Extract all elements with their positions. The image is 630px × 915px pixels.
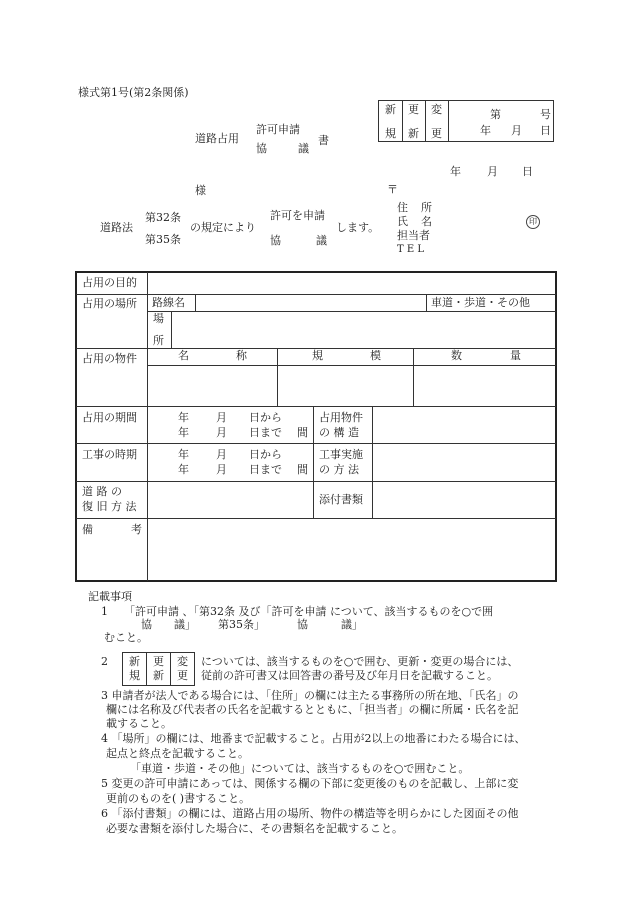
title-option-consult-1: 協 [256,142,267,155]
note-5-line-1: 5 変更の許可申請にあっては、関係する欄の下部に変更後のものを記載し、上部に変 [101,777,519,790]
title-option-consult-2: 議 [298,142,309,155]
label-restore-2: 復 旧 方 法 [82,500,137,513]
note-2-box-new-2: 規 [129,669,140,682]
applicant-name-1: 氏 [397,215,408,228]
work-to-day: 日まで [249,463,282,476]
note-1-line-3: むこと。 [104,631,148,644]
date-year: 年 [450,165,461,178]
work-from-day: 日から [249,448,282,461]
header-scale-2: 模 [370,349,381,362]
stamp-number-dai: 第 [490,108,501,121]
label-location: 占用の場所 [82,297,137,310]
period-kan: 間 [297,426,308,439]
label-remarks-2: 考 [131,523,142,536]
statement-option-consult-2: 議 [316,234,327,247]
work-to-year: 年 [178,463,189,476]
applicant-address-1: 住 [397,201,408,214]
label-restore-1: 道 路 の [82,485,122,498]
applicant-name-2: 名 [421,215,432,228]
statement-option-consult-1: 協 [270,234,281,247]
seal-icon: 印 [526,215,540,229]
period-from-month: 月 [216,411,227,424]
stamp-renew-1: 更 [408,103,419,116]
statement-end: します。 [336,221,380,234]
work-from-year: 年 [178,448,189,461]
applicant-person: 担当者 [397,229,430,242]
period-to-year: 年 [178,426,189,439]
road-type-options: 車道・歩道・その他 [431,296,530,309]
stamp-new-1: 新 [385,103,396,116]
statement-middle: の規定により [190,221,256,234]
label-method-1: 工事実施 [319,448,363,461]
header-qty-2: 量 [510,349,521,362]
label-structure-1: 占用物件 [319,411,363,424]
note-1-line-2a: 協 議」 [141,618,196,631]
stamp-year: 年 [480,124,491,137]
notes-heading: 記載事項 [88,590,132,603]
stamp-month: 月 [511,124,522,137]
note-2-line-1: については、該当するものを○で囲む、更新・変更の場合には、 [201,655,519,668]
title-option-permit: 許可申請 [256,123,300,136]
header-name-1: 名 [178,349,189,362]
note-2-box-renew-1: 更 [153,655,164,668]
applicant-address-2: 所 [421,201,432,214]
label-method-2: の 方 法 [319,463,359,476]
addressee-suffix: 様 [195,184,206,197]
note-2-box-new-1: 新 [129,655,140,668]
note-5-line-2: 更前のものを( )書すること。 [106,792,251,805]
note-1-line-2b: 第35条」 [218,618,265,631]
stamp-change-1: 変 [431,103,442,116]
note-3-line-2: 欄には名称及び代表者の氏名を記載するとともに、「担当者」の欄に所属・氏名を記 [106,703,519,716]
title-prefix: 道路占用 [195,132,239,145]
note-6-line-2: 必要な書類を添付した場合に、その書類名を記載すること。 [106,822,403,835]
period-from-year: 年 [178,411,189,424]
label-remarks-1: 備 [82,523,93,536]
header-qty-1: 数 [451,349,462,362]
note-2-number: 2 [101,655,108,668]
work-from-month: 月 [216,448,227,461]
note-3-line-3: 載すること。 [106,717,172,730]
stamp-new-2: 規 [385,127,396,140]
applicant-tel: T E L [397,244,424,255]
note-2-box-change-2: 更 [177,669,188,682]
label-place-2: 所 [153,334,164,347]
statement-article-35: 第35条 [145,233,181,246]
note-4-line-3: 「車道・歩道・その他」については、該当するものを○で囲むこと。 [130,762,470,775]
note-4-line-2: 起点と終点を記載すること。 [106,747,249,760]
header-scale-1: 規 [312,349,323,362]
note-1-line-1: 「許可申請 、「第32条 及び「許可を申請 について、該当するものを○で囲 [124,605,494,618]
label-route-name: 路線名 [152,296,185,309]
label-place-1: 場 [153,312,164,325]
period-to-month: 月 [216,426,227,439]
stamp-renew-2: 新 [408,127,419,140]
title-suffix: 書 [318,134,329,147]
note-1-number: 1 [101,605,108,618]
stamp-change-2: 更 [431,127,442,140]
period-from-day: 日から [249,411,282,424]
work-kan: 間 [297,463,308,476]
statement-article-32: 第32条 [145,211,181,224]
note-4-line-1: 4 「場所」の欄には、地番まで記載すること。占用が2以上の地番にわたる場合には、 [101,732,526,745]
stamp-day: 日 [540,124,551,137]
label-attachments: 添付書類 [319,493,363,506]
period-to-day: 日まで [249,426,282,439]
label-work-time: 工事の時期 [82,448,137,461]
label-period: 占用の期間 [82,411,137,424]
note-6-line-1: 6 「添付書類」の欄には、道路占用の場所、物件の構造等を明らかにした図面その他 [101,807,519,820]
note-3-line-1: 3 申請者が法人である場合には、「住所」の欄には主たる事務所の所在地、「氏名」の [101,689,519,702]
statement-law: 道路法 [100,221,133,234]
stamp-box [378,100,554,142]
postal-mark: 〒 [387,183,398,196]
label-purpose: 占用の目的 [82,276,137,289]
note-2-box-renew-2: 新 [153,669,164,682]
work-to-month: 月 [216,463,227,476]
stamp-number-go: 号 [540,108,551,121]
note-1-line-2c: 協 議」 [297,618,363,631]
header-name-2: 称 [236,349,247,362]
date-month: 月 [487,165,498,178]
form-id: 様式第1号(第2条関係) [78,86,189,99]
label-structure-2: の 構 造 [319,426,359,439]
date-day: 日 [522,165,533,178]
note-2-box-change-1: 変 [177,655,188,668]
statement-option-permit: 許可を申請 [270,209,325,222]
label-objects: 占用の物件 [82,352,137,365]
note-2-line-2: 従前の許可書又は回答書の番号及び年月日を記載すること。 [201,669,498,682]
